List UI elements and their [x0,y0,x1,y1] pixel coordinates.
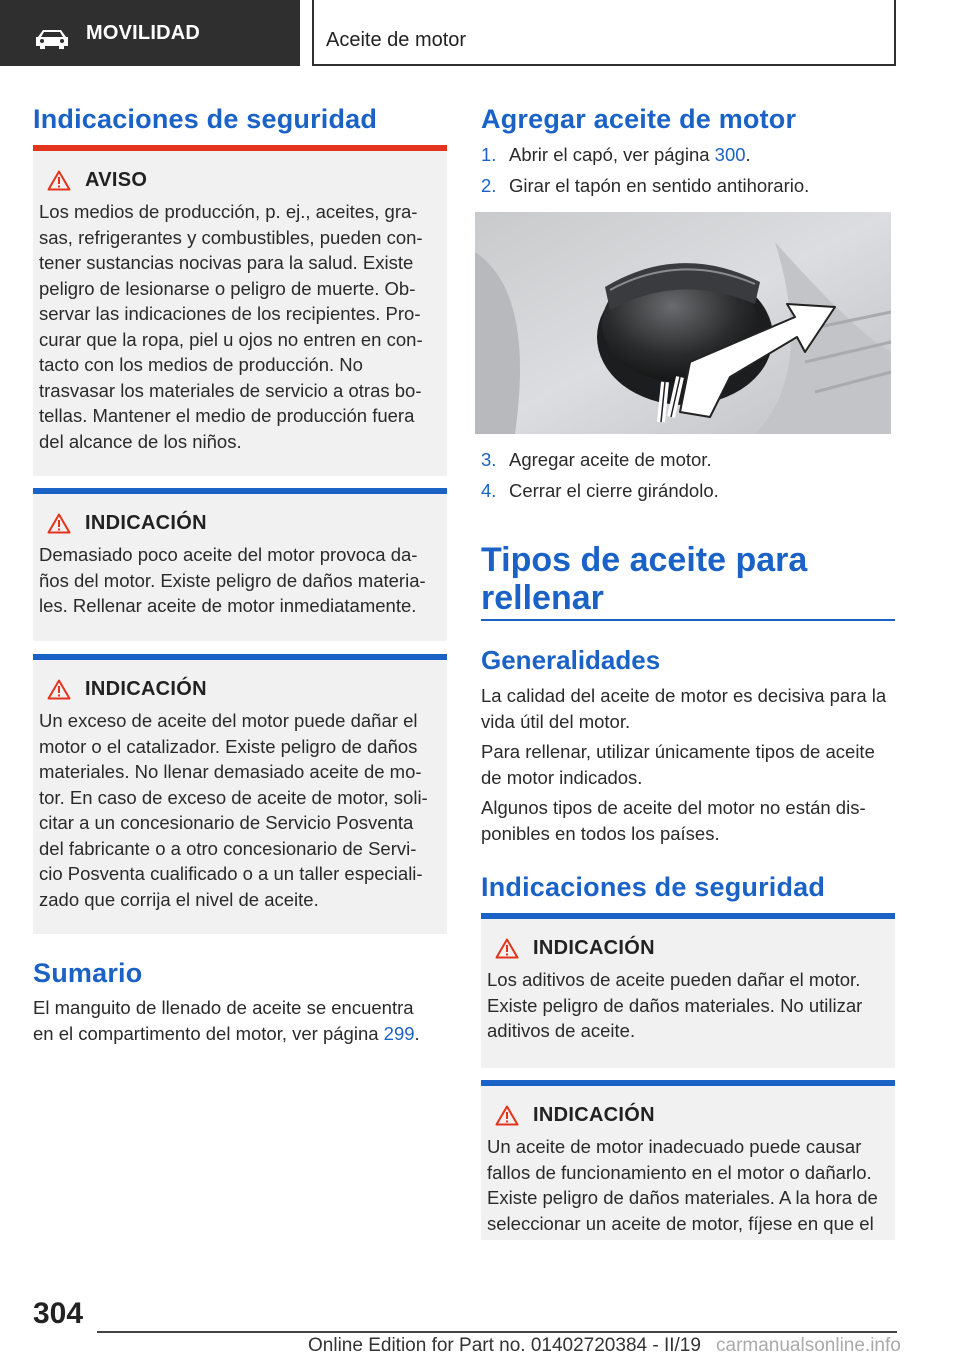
chapter-title-box [312,0,896,66]
notice-bar [33,488,447,494]
notice-triangle-icon [495,1105,519,1126]
chapter-title: Aceite de motor [326,29,467,51]
notice-box-4 [481,1080,895,1240]
footer-rule [97,1331,897,1333]
notice-text: Un exceso de aceite del motor puede dañar el motor o el catalizador. Existe peligro de daños materiales. No llenar demasiado aceite de mo‐ tor. En caso de exceso de aceite de motor, soli‐ citar a un concesionario de Servicio Posventa del fabricante o a otro concesionario de Servi‐ cio Posventa cualificado o a un taller especiali‐ zado que corrija el nivel de aceite. [39,710,428,910]
summary-text: El manguito de llenado de aceite se encuentra en el compartimento del motor, ver página 299. [33,997,420,1044]
notice-box-2 [33,654,447,934]
section-label: MOVILIDAD [86,22,201,44]
notice-title: INDICACIÓN [533,937,655,959]
edition-note: Online Edition for Part no. 01402720384 - II/19 [308,1335,701,1356]
heading-rule [481,619,895,621]
notice-text: Demasiado poco aceite del motor provoca da‐ ños del motor. Existe peligro de daños materia‐ les. Rellenar aceite de motor inmediatamente. [39,544,426,616]
warning-text: Los medios de producción, p. ej., aceites, gra‐ sas, refrigerantes y combustibles, pueden con‐ tener sustancias nocivas para la salud. Existe peligro de lesionarse o peligro de muerte. Ob‐ servar las indicaciones de los recipientes. Pro‐ curar que la ropa, piel u ojos no entren en con‐ tacto con los medios de producción. No trasvasar los materiales de servicio a otras bo‐ tellas. Mantener el medio de producción fuera del alcance de los niños. [39,201,423,452]
list-item: 2. Girar el tapón en sentido antihorario. [481,175,810,196]
heading-oil-types: Tipos de aceite para rellenar [481,541,808,617]
notice-box-3 [481,913,895,1068]
heading-add-oil: Agregar aceite de motor [481,104,797,134]
steps-list-b [481,444,895,506]
notice-triangle-icon [47,513,71,534]
warning-bar [33,145,447,151]
heading-summary: Sumario [33,958,143,988]
list-item: 4. Cerrar el cierre girándolo. [481,480,719,501]
notice-triangle-icon [47,679,71,700]
notice-box-1 [33,488,447,641]
list-item: 3. Agregar aceite de motor. [481,449,712,470]
heading-general: Generalidades [481,645,661,675]
car-icon [34,28,70,50]
notice-bar [481,913,895,919]
notice-text: Un aceite de motor inadecuado puede causar fallos de funcionamiento en el motor o dañarlo. Existe peligro de daños materiales. A la hora de seleccionar un aceite de motor, fíjese en que el [487,1136,878,1234]
oil-cap-photo [475,212,891,434]
notice-bar [33,654,447,660]
notice-title: INDICACIÓN [533,1104,655,1126]
page-link-299[interactable]: 299 [383,1022,415,1044]
notice-text: Los aditivos de aceite pueden dañar el motor. Existe peligro de daños materiales. No utilizar aditivos de aceite. [487,969,863,1041]
oil-cap-illustration [475,212,891,434]
section-tab [0,0,300,66]
steps-list-a [481,139,895,201]
watermark: carmanualsonline.info [716,1335,901,1356]
notice-bar [481,1080,895,1086]
page-link-300[interactable]: 300 [714,144,746,165]
heading-safety: Indicaciones de seguridad [33,104,378,134]
notice-triangle-icon [495,938,519,959]
page-number: 304 [33,1297,84,1330]
list-item: 1. Abrir el capó, ver página 300. [481,144,751,165]
warning-title: AVISO [85,169,148,191]
general-text: La calidad del aceite de motor es decisiva para la vida útil del motor. Para rellenar, utilizar únicamente tipos de aceite de motor indicados. Algunos tipos de aceite del motor no están dis‐ ponibles en todos los países. [481,685,887,844]
notice-title: INDICACIÓN [85,678,207,700]
heading-safety-2: Indicaciones de seguridad [481,872,826,902]
warning-triangle-icon [47,170,71,191]
notice-title: INDICACIÓN [85,512,207,534]
warning-box [33,145,447,476]
